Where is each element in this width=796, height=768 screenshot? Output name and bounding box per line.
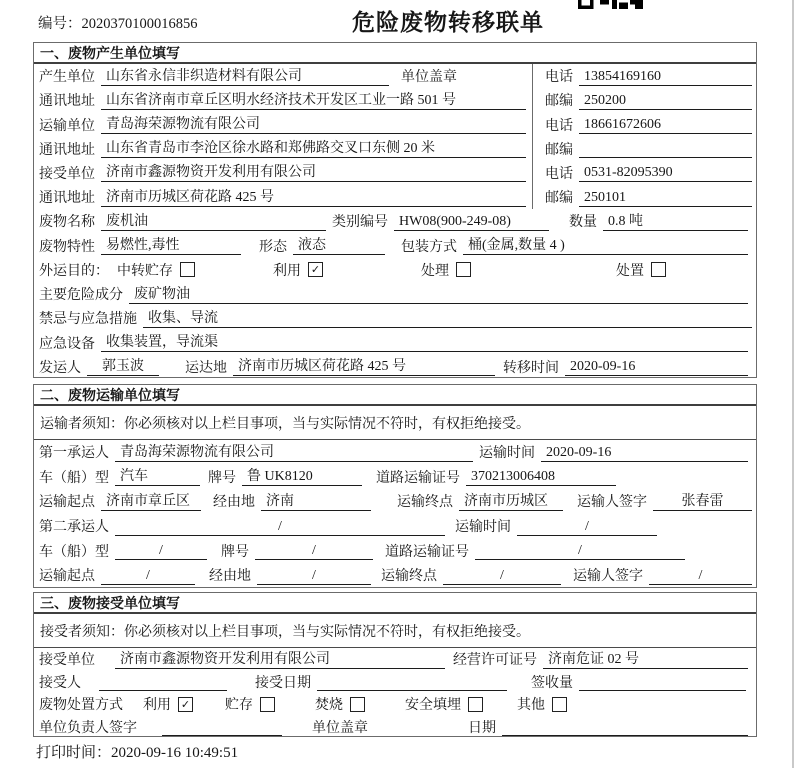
- field-label: 经由地: [209, 569, 251, 585]
- receipt-date-value: [502, 717, 748, 736]
- field-label: 运输时间: [455, 520, 511, 536]
- first-carrier-row: [34, 440, 756, 465]
- field-label: 数量: [569, 215, 597, 231]
- field-label: 邮编: [545, 94, 573, 110]
- field-label: 邮编: [545, 191, 573, 207]
- vehicle-type2-value: /: [115, 541, 207, 560]
- field-label: 单位负责人签字: [39, 720, 137, 736]
- route2-via-value: /: [257, 566, 371, 585]
- producer-unit-cell: [34, 64, 532, 88]
- field-label: 运输人签字: [573, 569, 643, 585]
- disposal-landfill-checkbox: [468, 697, 483, 712]
- road-permit2-value: /: [475, 541, 685, 560]
- producer-unit-value: 山东省永信非织造材料有限公司: [101, 67, 389, 86]
- route-end-value: 济南市历城区: [459, 492, 563, 511]
- producer-postcode-value: 250200: [579, 91, 752, 110]
- hazard-component-row: [34, 282, 756, 306]
- packing-method-value: 桶(金属,数量 4 ): [463, 236, 748, 255]
- field-label: 电话: [545, 166, 573, 182]
- page-edge-line: [792, 0, 794, 768]
- section-transporter-title: 二、废物运输单位填写: [34, 385, 756, 406]
- consignor-row: [34, 355, 756, 379]
- road-permit-value: 370213006408: [466, 467, 616, 486]
- transport-phone-value: 18661672606: [579, 115, 752, 134]
- route-row: [34, 489, 756, 514]
- consignor-value: 郭玉波: [87, 357, 159, 376]
- transfer-date-value: 2020-09-16: [565, 357, 748, 376]
- field-label: 邮编: [545, 142, 573, 158]
- option-label: 焚烧: [315, 698, 343, 714]
- section-receiver: [33, 592, 757, 737]
- disposal-incinerate-checkbox: [350, 697, 365, 712]
- field-label: 形态: [259, 239, 287, 255]
- producer-address-row: [34, 88, 756, 112]
- field-label: 签收量: [531, 675, 573, 691]
- transport-unit-value: 青岛海荣源物流有限公司: [101, 115, 526, 134]
- route2-end-value: /: [443, 566, 561, 585]
- field-label: 运输人签字: [577, 495, 647, 511]
- print-time-value: 2020-09-16 10:49:51: [111, 745, 239, 761]
- transport-address-value: 山东省青岛市李沧区徐水路和郑佛路交叉口东侧 20 米: [101, 139, 526, 158]
- vehicle-type-value: 汽车: [115, 467, 200, 486]
- field-label: 第二承运人: [39, 520, 109, 536]
- purpose-option-reuse: [273, 260, 323, 280]
- producer-phone-value: 13854169160: [579, 67, 752, 86]
- transport-phone-cell: [532, 112, 756, 136]
- field-label: 外运目的：: [39, 263, 109, 279]
- producer-phone-cell: [532, 64, 756, 88]
- transport-address-cell: [34, 137, 532, 161]
- receiver-unit-cell: [34, 161, 532, 185]
- field-label: 车（船）型: [39, 544, 109, 560]
- hazard-component-value: 废矿物油: [129, 285, 748, 304]
- carrier-signature-value: 张春雷: [653, 492, 752, 511]
- vehicle-row: [34, 465, 756, 490]
- receiver-notice: 接受者须知：你必须核对以上栏目事项，当与实际情况不符时，有权拒绝接受。: [34, 614, 756, 648]
- responsible-signature-row: [34, 716, 756, 739]
- field-label: 接受单位: [39, 653, 95, 669]
- receiver-address-value: 济南市历城区荷花路 425 号: [101, 188, 526, 207]
- seal-label: 单位盖章: [401, 70, 457, 86]
- field-label: 转移时间: [503, 360, 559, 376]
- page-title: 危险废物转移联单: [352, 9, 544, 35]
- option-label: 处置: [616, 263, 644, 279]
- section-transporter: [33, 384, 757, 588]
- transport-unit-row: [34, 112, 756, 136]
- waste-form-value: 液态: [293, 236, 385, 255]
- field-label: 运输起点: [39, 569, 95, 585]
- receiver-phone-cell: [532, 161, 756, 185]
- field-label: 产生单位: [39, 70, 95, 86]
- field-label: 主要危险成分: [39, 288, 123, 304]
- emergency-measures-row: [34, 306, 756, 330]
- accept-date-value: [317, 672, 507, 691]
- route2-origin-value: /: [101, 566, 195, 585]
- second-carrier-row: [34, 514, 756, 539]
- emergency-measures-value: 收集、导流: [143, 309, 752, 328]
- route-via-value: 济南: [261, 492, 371, 511]
- vehicle2-row: [34, 538, 756, 563]
- option-label: 中转贮存: [117, 263, 173, 279]
- field-label: 类别编号: [332, 215, 388, 231]
- producer-unit-row: [34, 64, 756, 88]
- field-label: 运输终点: [397, 495, 453, 511]
- option-label: 处理: [421, 263, 449, 279]
- field-label: 运输单位: [39, 118, 95, 134]
- receiver-unit-value: 济南市鑫源物资开发利用有限公司: [101, 163, 526, 182]
- disposal-option-incinerate: [315, 694, 365, 714]
- accept-unit-value: 济南市鑫源物资开发利用有限公司: [115, 650, 445, 669]
- dispose-checkbox: [651, 262, 666, 277]
- field-label: 第一承运人: [39, 446, 109, 462]
- field-label: 牌号: [221, 544, 249, 560]
- destination-value: 济南市历城区荷花路 425 号: [233, 357, 495, 376]
- field-label: 禁忌与应急措施: [39, 312, 137, 328]
- transport-postcode-value: [579, 139, 752, 158]
- field-label: 通讯地址: [39, 142, 95, 158]
- waste-name-value: 废机油: [101, 212, 326, 231]
- section-receiver-title: 三、废物接受单位填写: [34, 593, 756, 614]
- purpose-option-treat: [421, 260, 471, 280]
- producer-address-value: 山东省济南市章丘区明水经济技术开发区工业一路 501 号: [101, 91, 526, 110]
- field-label: 电话: [545, 70, 573, 86]
- transport-date2-value: /: [517, 517, 657, 536]
- field-label: 电话: [545, 118, 573, 134]
- print-timestamp: [36, 741, 238, 762]
- field-label: 道路运输证号: [376, 470, 460, 486]
- waste-property-value: 易燃性,毒性: [101, 236, 241, 255]
- receiver-unit-row: [34, 161, 756, 185]
- waste-property-row: [34, 234, 756, 258]
- second-carrier-value: /: [115, 517, 445, 536]
- purpose-option-dispose: [616, 260, 666, 280]
- purpose-option-transit-storage: [117, 260, 195, 280]
- field-label: 废物特性: [39, 239, 95, 255]
- field-label: 接受日期: [255, 675, 311, 691]
- field-label: 车（船）型: [39, 470, 109, 486]
- waste-name-row: [34, 209, 756, 233]
- field-label: 包装方式: [401, 239, 457, 255]
- seal-label: 单位盖章: [312, 720, 368, 736]
- section-producer: [33, 42, 757, 378]
- disposal-method-row: [34, 693, 756, 716]
- field-label: 废物处置方式: [39, 698, 123, 714]
- field-label: 运输起点: [39, 495, 95, 511]
- accept-unit-row: [34, 648, 756, 671]
- route2-row: [34, 563, 756, 588]
- first-carrier-value: 青岛海荣源物流有限公司: [115, 443, 473, 462]
- option-label: 利用: [143, 698, 171, 714]
- field-label: 发运人: [39, 360, 81, 376]
- disposal-storage-checkbox: [260, 697, 275, 712]
- acceptor-value: [99, 672, 227, 691]
- disposal-option-reuse: [143, 694, 193, 714]
- transport-address-row: [34, 137, 756, 161]
- field-label: 运输终点: [381, 569, 437, 585]
- receiver-address-row: [34, 185, 756, 209]
- disposal-reuse-checkbox: ✓: [178, 697, 193, 712]
- serial-value: 2020370100016856: [81, 16, 198, 32]
- receiver-postcode-value: 250101: [579, 188, 752, 207]
- field-label: 通讯地址: [39, 94, 95, 110]
- field-label: 牌号: [208, 470, 236, 486]
- receiver-postcode-cell: [532, 185, 756, 209]
- option-label: 安全填埋: [405, 698, 461, 714]
- carrier2-signature-value: /: [649, 566, 752, 585]
- field-label: 日期: [468, 720, 496, 736]
- print-time-label: 打印时间：: [36, 745, 112, 761]
- serial-label: 编号：: [38, 16, 82, 32]
- route-origin-value: 济南市章丘区: [101, 492, 201, 511]
- transfer-purpose-row: [34, 258, 756, 282]
- producer-address-cell: [34, 88, 532, 112]
- responsible-signature-value: [162, 717, 282, 736]
- option-label: 其他: [517, 698, 545, 714]
- plate-number2-value: /: [255, 541, 373, 560]
- field-label: 应急设备: [39, 336, 95, 352]
- disposal-option-storage: [225, 694, 275, 714]
- permit-number-value: 济南危证 02 号: [543, 650, 748, 669]
- disposal-other-checkbox: [552, 697, 567, 712]
- field-label: 经由地: [213, 495, 255, 511]
- receiver-address-cell: [34, 185, 532, 209]
- transporter-notice: 运输者须知：你必须核对以上栏目事项，当与实际情况不符时，有权拒绝接受。: [34, 406, 756, 440]
- transport-date-value: 2020-09-16: [541, 443, 748, 462]
- reuse-checkbox: ✓: [308, 262, 323, 277]
- disposal-option-landfill: [405, 694, 483, 714]
- field-label: 接受单位: [39, 166, 95, 182]
- field-label: 道路运输证号: [385, 544, 469, 560]
- emergency-equipment-value: 收集装置，导流渠: [101, 333, 748, 352]
- transit-storage-checkbox: [180, 262, 195, 277]
- field-label: 运输时间: [479, 446, 535, 462]
- treat-checkbox: [456, 262, 471, 277]
- transport-postcode-cell: [532, 137, 756, 161]
- disposal-option-other: [517, 694, 567, 714]
- emergency-equipment-row: [34, 330, 756, 354]
- field-label: 接受人: [39, 675, 81, 691]
- waste-code-value: HW08(900-249-08): [394, 212, 549, 231]
- field-label: 废物名称: [39, 215, 95, 231]
- option-label: 贮存: [225, 698, 253, 714]
- field-label: 运达地: [185, 360, 227, 376]
- acceptor-row: [34, 671, 756, 694]
- producer-postcode-cell: [532, 88, 756, 112]
- field-label: 通讯地址: [39, 191, 95, 207]
- field-label: 经营许可证号: [453, 653, 537, 669]
- section-producer-title: 一、废物产生单位填写: [34, 43, 756, 64]
- waste-quantity-value: 0.8 吨: [603, 212, 748, 231]
- plate-number-value: 鲁 UK8120: [242, 467, 362, 486]
- transport-unit-cell: [34, 112, 532, 136]
- receiver-phone-value: 0531-82095390: [579, 163, 752, 182]
- signed-quantity-value: [579, 672, 746, 691]
- option-label: 利用: [273, 263, 301, 279]
